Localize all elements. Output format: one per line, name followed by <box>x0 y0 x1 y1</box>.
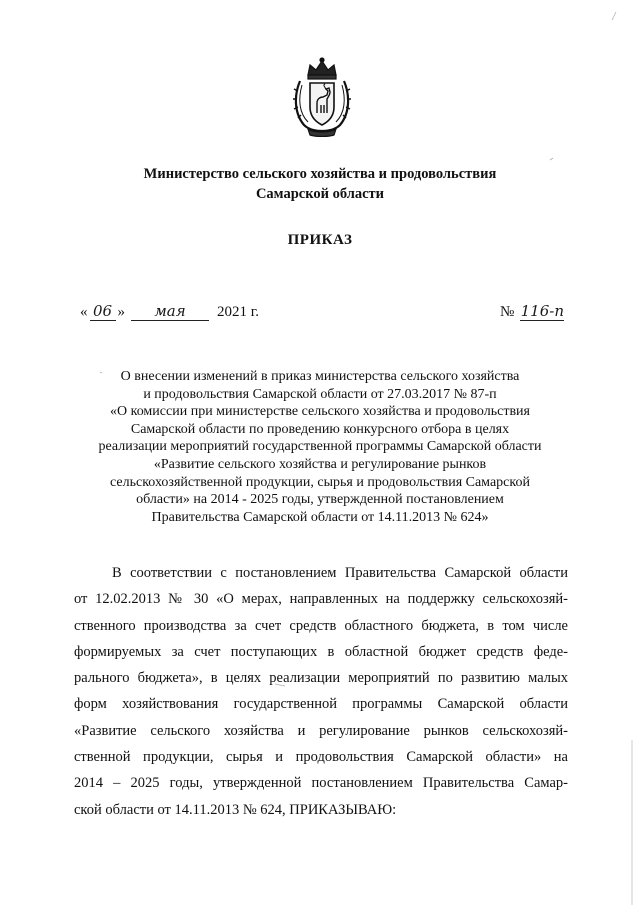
subject-line: Правительства Самарской области от 14.11.2013 № 624» <box>151 509 489 525</box>
body-line: ственного производства за счет средств областного бюджета, в том числе <box>74 617 568 634</box>
date-month: мая <box>131 302 209 321</box>
subject-line: области» на 2014 - 2025 годы, утвержденной постановлением <box>136 492 504 508</box>
order-body <box>74 560 568 823</box>
subject-line: сельскохозяйственной продукции, сырья и продовольствия Самарской <box>110 474 530 490</box>
ministry-title <box>80 164 560 204</box>
date-quote-close: » <box>117 304 125 320</box>
number-sign: № <box>500 304 515 320</box>
subject-line: «О комиссии при министерстве сельского хозяйства и продовольствия <box>110 404 530 420</box>
date-quote-open: « <box>80 304 88 320</box>
body-line: ской области от 14.11.2013 № 624, ПРИКАЗЫВАЮ: <box>74 801 397 818</box>
subject-line: О внесении изменений в приказ министерства сельского хозяйства <box>120 369 520 384</box>
subject-line: Самарской области по проведению конкурсного отбора в целях <box>130 421 510 437</box>
body-line: рального бюджета», в целях реализации мероприятий по развитию малых <box>74 670 568 687</box>
number-value: 116-п <box>520 302 564 320</box>
body-line: В соответствии с постановлением Правительства Самарской области <box>112 565 568 581</box>
order-subject <box>70 368 570 526</box>
body-line: от 12.02.2013 № 30 «О мерах, направленных на поддержку сельскохозяй- <box>74 591 568 608</box>
body-line: формируемых за счет поступающих в областной бюджет средств феде- <box>74 643 568 660</box>
body-line: форм хозяйствования государственной программы Самарской области <box>74 696 568 713</box>
ministry-title-line2: Самарской области <box>255 186 385 202</box>
body-line: «Развитие сельского хозяйства и регулирование рынков сельскохозяй- <box>74 722 568 739</box>
samara-coat-of-arms-icon <box>290 55 354 137</box>
date-day: 06 <box>90 302 116 321</box>
subject-line: и продовольствия Самарской области от 27.03.2017 № 87-п <box>143 386 497 402</box>
body-line: 2014 – 2025 годы, утвержденной постановлением Правительства Самар- <box>74 775 568 792</box>
subject-line: «Развитие сельского хозяйства и регулирование рынков <box>153 456 487 472</box>
date-year: 2021 г. <box>217 304 259 320</box>
order-number <box>500 302 564 321</box>
document-type: ПРИКАЗ <box>287 232 353 248</box>
ministry-title-line1: Министерство сельского хозяйства и продовольствия <box>143 166 497 182</box>
order-date <box>80 302 259 321</box>
body-line: ственной продукции, сырья и продовольствия Самарской области» на <box>74 749 568 766</box>
subject-line: реализации мероприятий государственной программы Самарской области <box>98 439 542 455</box>
